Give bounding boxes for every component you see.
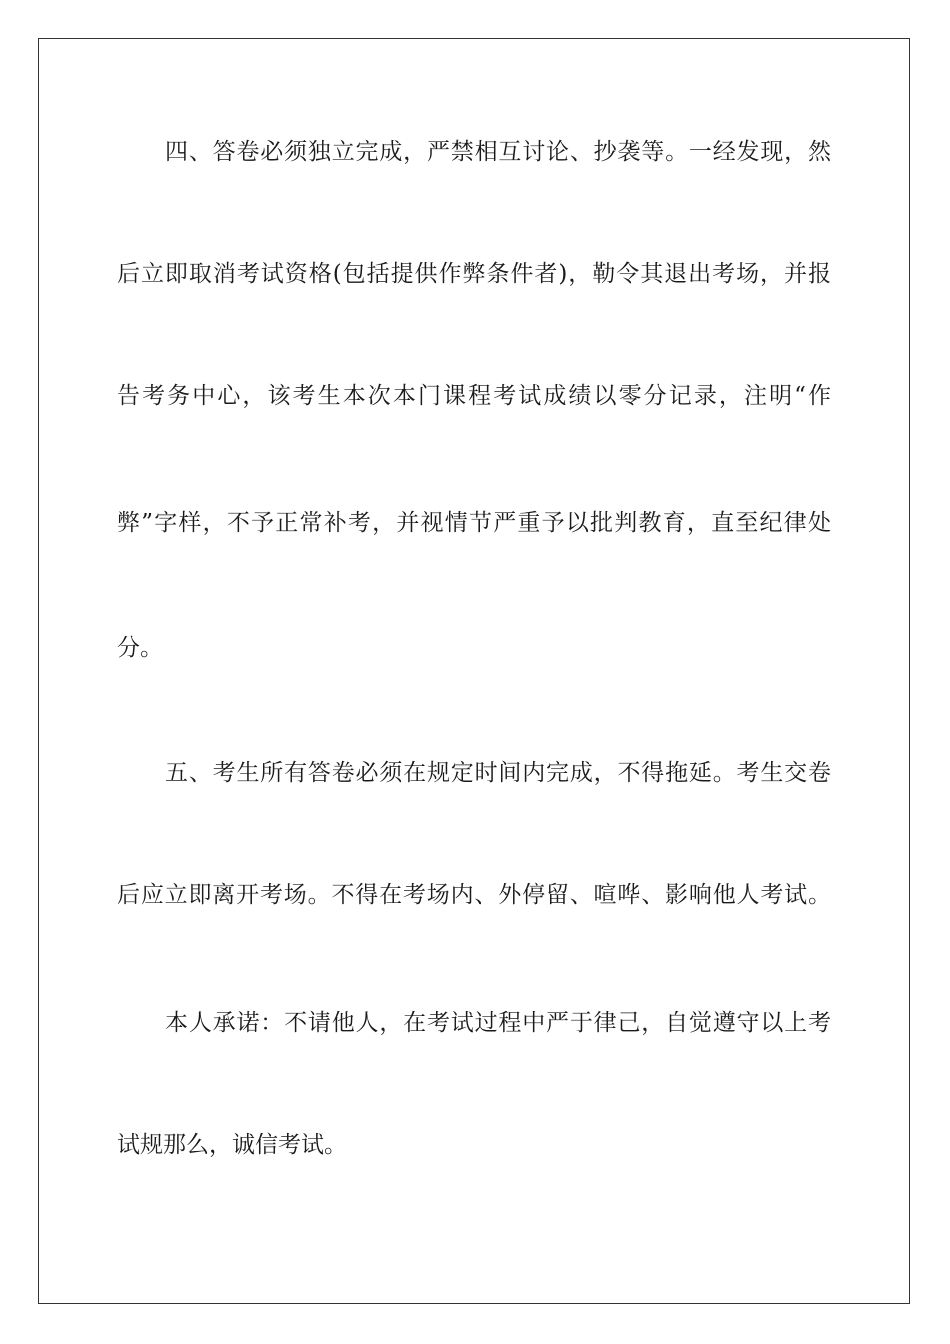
text-line: 四、答卷必须独立完成，严禁相互讨论、抄袭等。一经发现，然 (165, 139, 831, 165)
text-line: 五、考生所有答卷必须在规定时间内完成，不得拖延。考生交卷 (165, 760, 831, 786)
text-line: 分。 (117, 635, 163, 661)
text-line: 本人承诺：不请他人，在考试过程中严于律己，自觉遵守以上考 (165, 1010, 831, 1036)
page-border (38, 38, 910, 1304)
text-line: 告考务中心，该考生本次本门课程考试成绩以零分记录，注明“作 (117, 383, 831, 409)
text-line: 试规那么，诚信考试。 (117, 1132, 347, 1158)
text-line: 弊”字样，不予正常补考，并视情节严重予以批判教育，直至纪律处 (117, 510, 831, 536)
text-line: 后应立即离开考场。不得在考场内、外停留、喧哗、影响他人考试。 (117, 882, 831, 908)
text-line: 后立即取消考试资格(包括提供作弊条件者)，勒令其退出考场，并报 (117, 261, 831, 287)
